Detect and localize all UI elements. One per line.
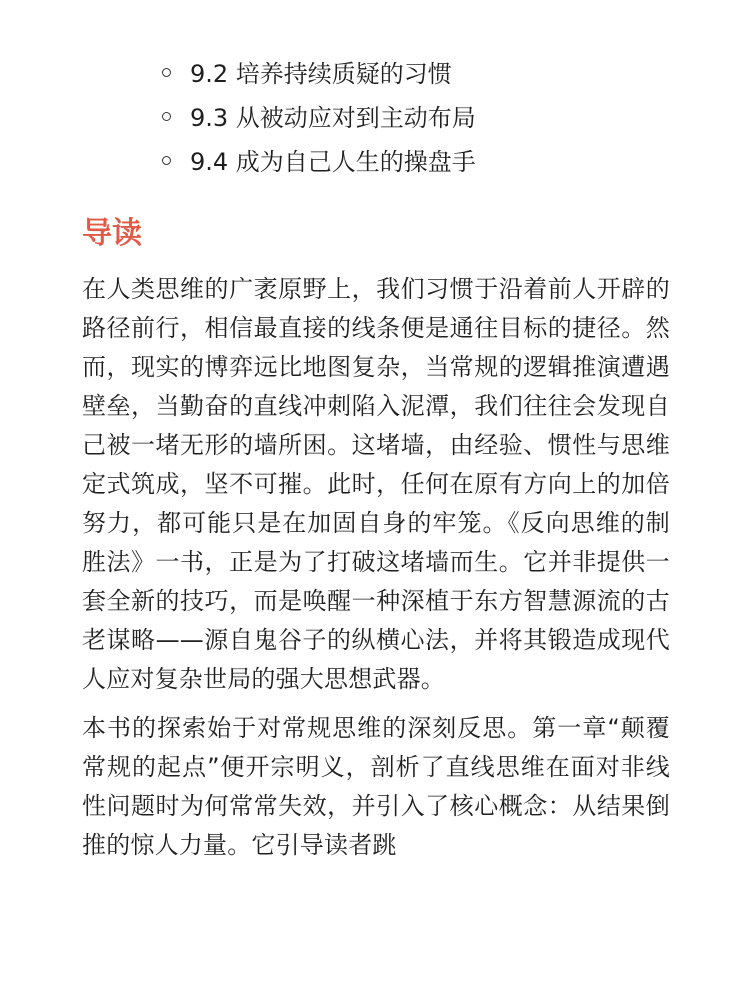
circle-bullet-icon: [162, 156, 171, 165]
toc-item[interactable]: [162, 96, 670, 140]
toc-item-label: 9.2 培养持续质疑的习惯: [190, 60, 452, 88]
toc-item[interactable]: [162, 52, 670, 96]
body-paragraph: 本书的探索始于对常规思维的深刻反思。第一章“颠覆常规的起点”便开宗明义，剖析了直线思维在面对非线性问题时为何常常失效，并引入了核心概念：从结果倒推的惊人力量。它引导读者跳: [82, 714, 670, 859]
section-heading: 导读: [82, 216, 142, 251]
toc-item-label: 9.4 成为自己人生的操盘手: [190, 148, 476, 176]
circle-bullet-icon: [162, 112, 171, 121]
circle-bullet-icon: [162, 68, 171, 77]
toc-list: [82, 52, 670, 184]
toc-item[interactable]: [162, 140, 670, 184]
toc-item-label: 9.3 从被动应对到主动布局: [190, 104, 476, 132]
body-paragraph: 在人类思维的广袤原野上，我们习惯于沿着前人开辟的路径前行，相信最直接的线条便是通往目标的捷径。然而，现实的博弈远比地图复杂，当常规的逻辑推演遭遇壁垒，当勤奋的直线冲刺陷入泥潭，我们往往会发现自己被一堵无形的墙所困。这堵墙，由经验、惯性与思维定式筑成，坚不可摧。此时，任何在原有方向上的加倍努力，都可能只是在加固自身的牢笼。《反向思维的制胜法》一书，正是为了打破这堵墙而生。它并非提供一套全新的技巧，而是唤醒一种深植于东方智慧源流的古老谋略——源自鬼谷子的纵横心法，并将其锻造成现代人应对复杂世局的强大思想武器。: [82, 275, 670, 693]
